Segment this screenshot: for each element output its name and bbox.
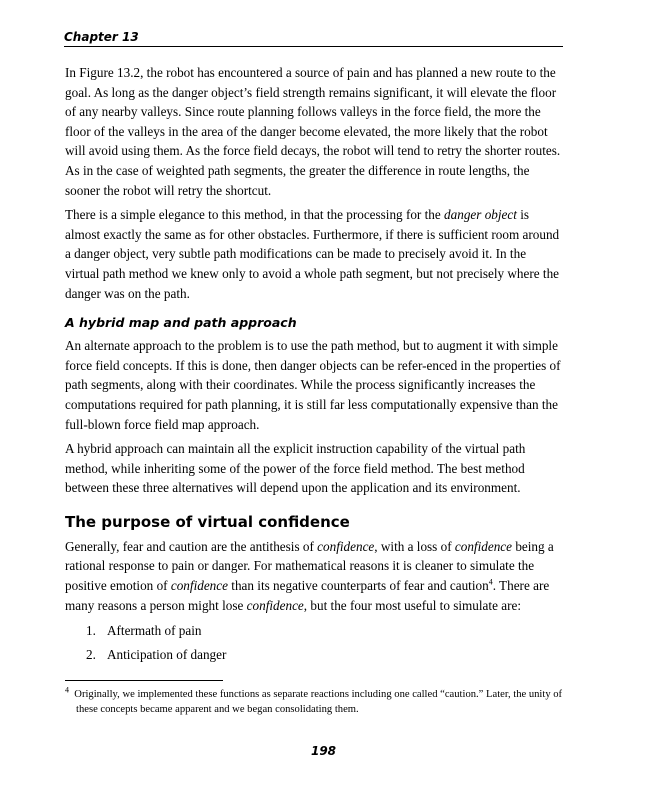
paragraph-fear-caution: Generally, fear and caution are the antithesis of confidence, with a loss of confidence being a rational response to pain or danger. For mathematical reasons it is cleaner to simulate the positive emotion of confidence than its negative counterparts of fear and caution$^4$. There are many reasons a person might lose confidence, but the four most useful to simulate are: xyxy=(65,538,554,613)
heading-virtual-confidence: The purpose of virtual confidence xyxy=(65,512,350,531)
page-number: 198 xyxy=(310,744,337,758)
heading-hybrid-approach: A hybrid map and path approach xyxy=(65,315,297,331)
page-content xyxy=(65,30,563,717)
paragraph-alternate-approach: An alternate approach to the problem is to use the path method, but to augment it with simple force field concepts. If this is done, then danger objects can be refer-enced in the properties of path segments, along with their coordinates. While the process significantly increases the computations required for path planning, it is still far less computationally expensive than the full-blown force field map approach. xyxy=(65,338,561,432)
paragraph-force-field-route: In Figure 13.2, the robot has encountered a source of pain and has planned a new route to the goal. As long as the danger object’s field strength remains significant, it will elevate the floor of any nearby valleys. Since route planning follows valleys in the force field, the more the floor of the valleys in the area of the danger become elevated, the more likely that the robot will avoid using them. As the force field decays, the robot will tend to retry the shorter routes. As in the case of weighted path segments, the greater the difference in route lengths, the sooner the robot will retry the shortcut. xyxy=(65,65,561,198)
footnote-divider xyxy=(65,680,223,681)
footnote: $^4$ Originally, we implemented these functions as separate reactions including one called “caution.” Later, the unity of these concepts became apparent and we began consolidating them. xyxy=(65,685,563,716)
paragraph-hybrid-capability: A hybrid approach can maintain all the explicit instruction capability of the virtual path method, while inheriting some of the power of the force field method. The best method between these three alternatives will depend upon the application and its environment. xyxy=(65,441,526,496)
reasons-list xyxy=(65,619,563,667)
emphasis-danger-object: danger object xyxy=(444,207,517,223)
footnote-reference: 4 xyxy=(488,577,493,587)
paragraph-simple-elegance: There is a simple elegance to this method, in that the processing for the danger object is almost exactly the same as for other obstacles. Furthermore, if there is sufficient room around a danger object, very subtle path modifications can be made to precisely avoid it. In the virtual path method we knew only to avoid a whole path segment, but not precisely where the danger was on the path. xyxy=(65,207,560,301)
chapter-header: Chapter 13 xyxy=(64,30,563,47)
list-item: 2. Anticipation of danger xyxy=(86,647,227,663)
list-item: 1. Aftermath of pain xyxy=(86,623,202,639)
